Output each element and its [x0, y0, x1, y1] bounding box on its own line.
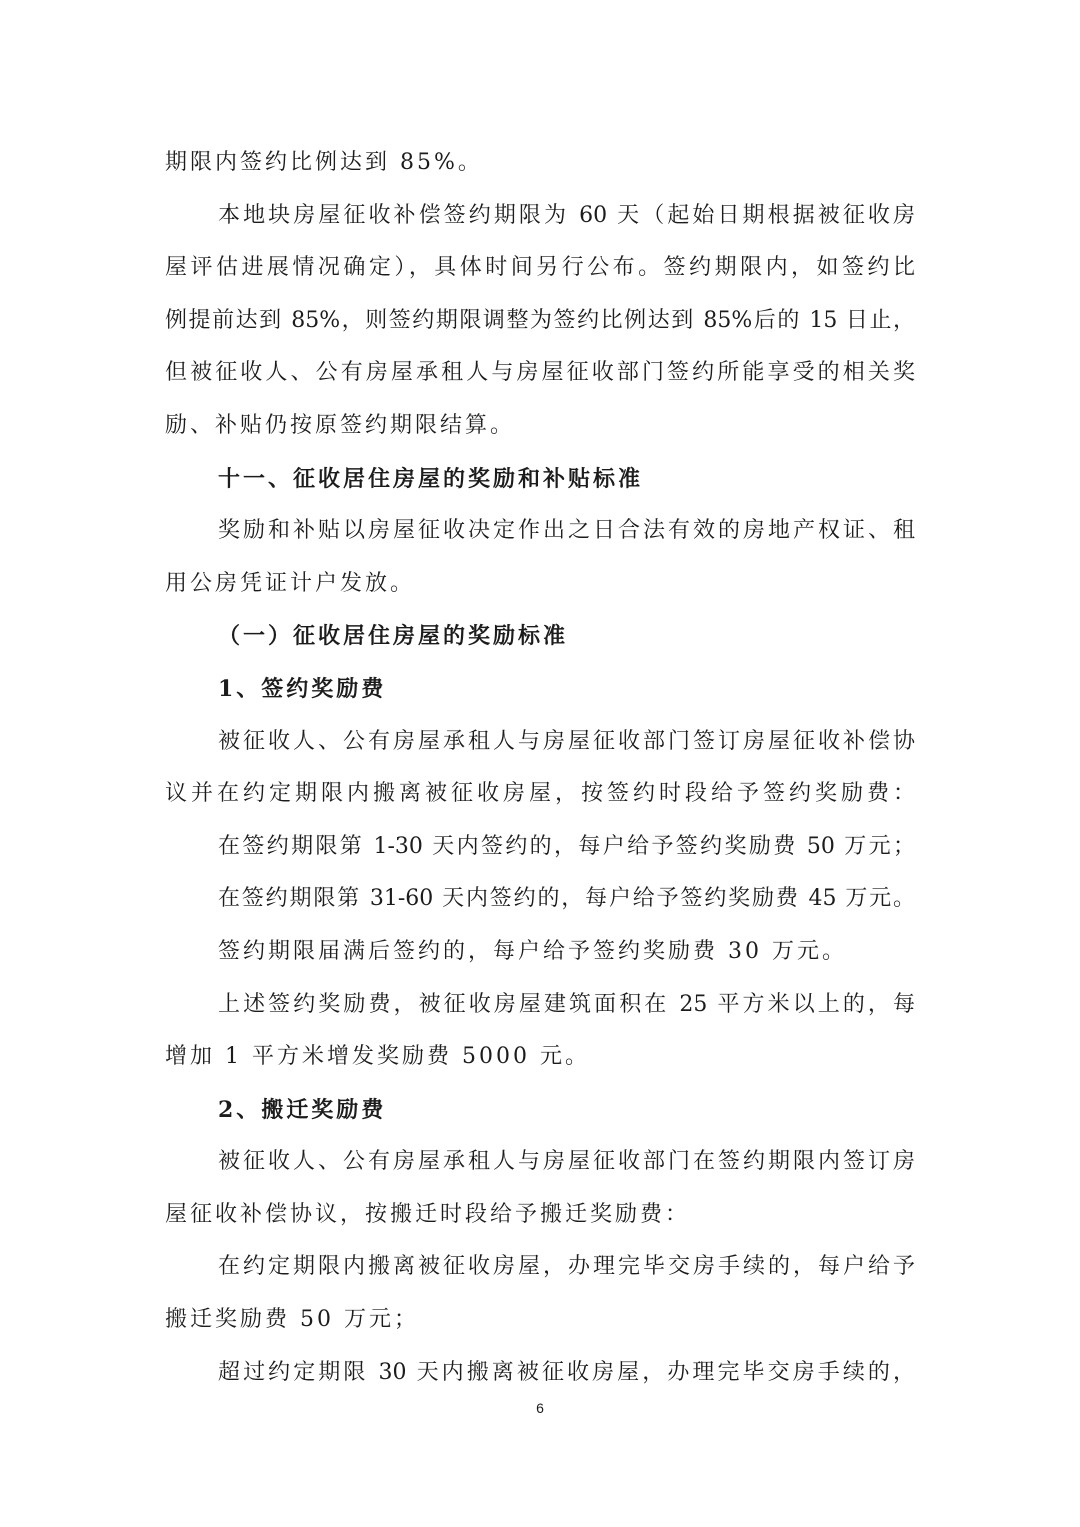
text-line: 屋征收补偿协议，按搬迁时段给予搬迁奖励费：	[165, 1201, 691, 1227]
paragraph-item-1-extra	[165, 979, 915, 1084]
text-line: 被征收人、公有房屋承租人与房屋征收部门在签约期限内签订房	[218, 1149, 915, 1175]
tier-line: 在签约期限第 31-60 天内签约的，每户给予签约奖励费 45 万元。	[218, 886, 915, 912]
subsection-heading: （一）征收居住房屋的奖励标准	[218, 623, 569, 650]
section-heading: 十一、征收居住房屋的奖励和补贴标准	[218, 465, 644, 492]
paragraph-continuation	[165, 137, 915, 190]
item-1-tiers	[165, 821, 915, 979]
item-heading: 1、签约奖励费	[218, 675, 387, 702]
text-line: 励、补贴仍按原签约期限结算。	[165, 412, 516, 438]
text-line: 用公房凭证计户发放。	[165, 570, 416, 596]
text-line: 例提前达到 85%，则签约期限调整为签约比例达到 85%后的 15 日止，	[165, 307, 915, 333]
paragraph-item-2-desc	[165, 1136, 915, 1241]
paragraph-section-intro	[165, 505, 915, 610]
paragraph-item-2-tier-1	[165, 1241, 915, 1346]
text-line: 奖励和补贴以房屋征收决定作出之日合法有效的房地产权证、租	[218, 518, 915, 544]
paragraph-item-1-desc	[165, 716, 915, 821]
tier-line: 签约期限届满后签约的，每户给予签约奖励费 30 万元。	[218, 938, 847, 964]
item-heading: 2、搬迁奖励费	[218, 1096, 387, 1123]
text-line: 本地块房屋征收补偿签约期限为 60 天（起始日期根据被征收房	[218, 202, 915, 228]
paragraph-signing-period	[165, 190, 915, 453]
text-line: 屋评估进展情况确定），具体时间另行公布。签约期限内，如签约比	[165, 255, 915, 281]
text-line: 期限内签约比例达到 85%。	[165, 150, 483, 175]
tier-line: 在签约期限第 1-30 天内签约的，每户给予签约奖励费 50 万元；	[218, 833, 915, 859]
text-line: 搬迁奖励费 50 万元；	[165, 1307, 419, 1333]
text-line: 上述签约奖励费，被征收房屋建筑面积在 25 平方米以上的，每	[218, 991, 915, 1017]
page-number: 6	[536, 1400, 544, 1416]
text-line: 超过约定期限 30 天内搬离被征收房屋，办理完毕交房手续的，	[218, 1359, 915, 1385]
text-line: 增加 1 平方米增发奖励费 5000 元。	[165, 1044, 590, 1070]
paragraph-item-2-tier-2	[165, 1347, 915, 1400]
text-line: 在约定期限内搬离被征收房屋，办理完毕交房手续的，每户给予	[218, 1254, 915, 1280]
document-body	[165, 137, 915, 1399]
text-line: 被征收人、公有房屋承租人与房屋征收部门签订房屋征收补偿协	[218, 728, 915, 754]
text-line: 但被征收人、公有房屋承租人与房屋征收部门签约所能享受的相关奖	[165, 360, 915, 386]
text-line: 议并在约定期限内搬离被征收房屋，按签约时段给予签约奖励费：	[165, 781, 915, 807]
